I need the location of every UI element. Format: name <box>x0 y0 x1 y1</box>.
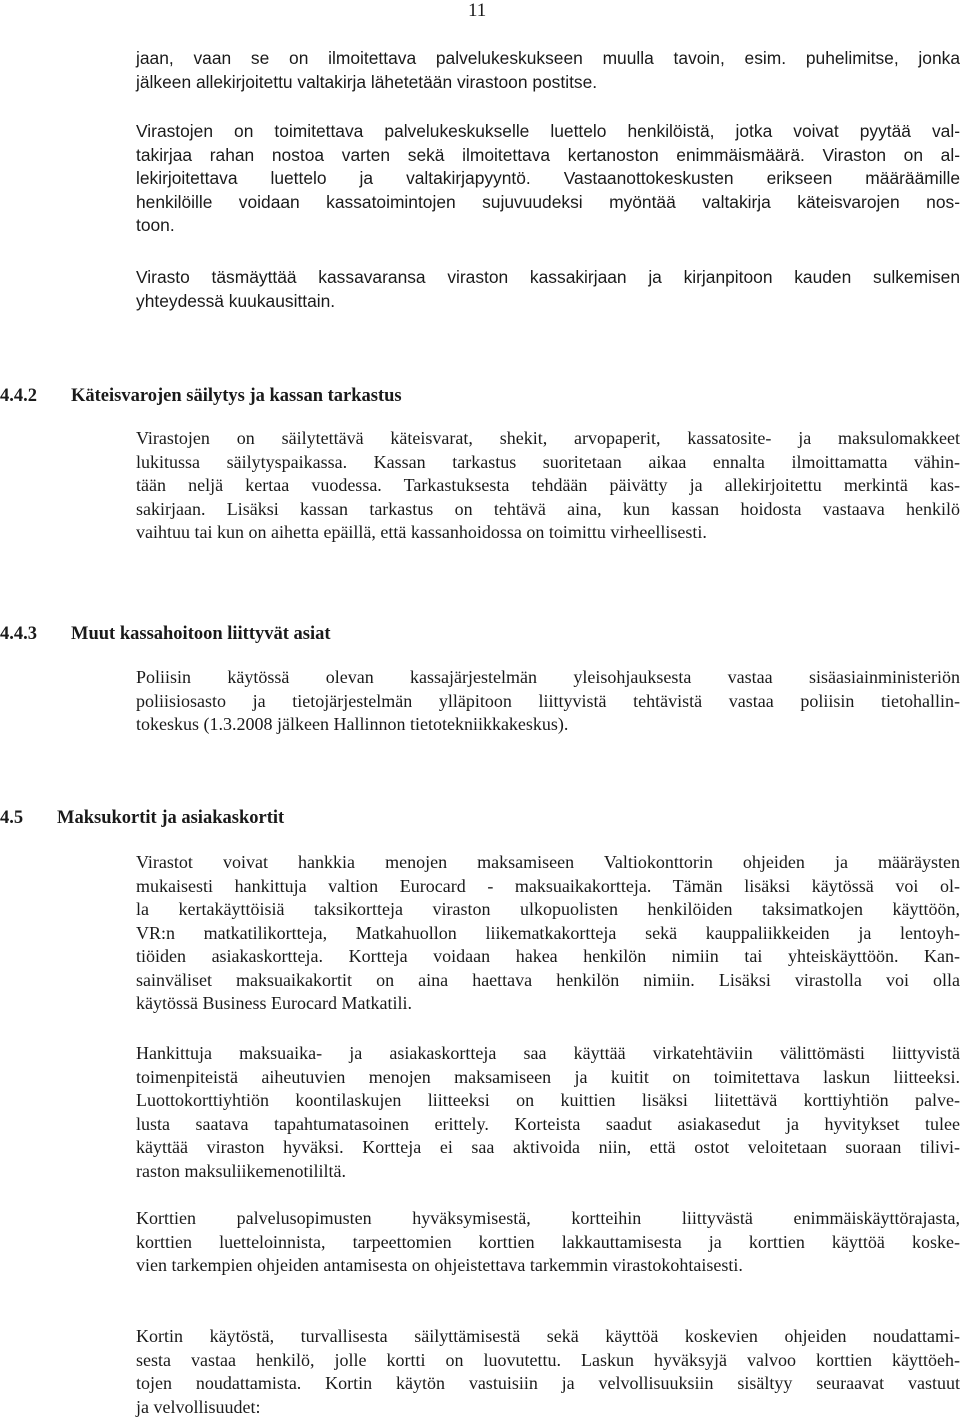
text-line: käyttää viraston hyväksi. Kortteja ei saa aktivoida niin, että ostot veloitetaan suoraan tilivi- <box>136 1137 960 1157</box>
text-line: lukitussa säilytyspaikassa. Kassan tarkastus suoritetaan aikaa ennalta ilmoittamatta vähin- <box>136 451 960 472</box>
text-line: jälkeen allekirjoitettu valtakirja lähetetään virastoon postitse. <box>136 71 598 92</box>
text-line: Korttien palvelusopimusten hyväksymisestä, kortteihin liittyvästä enimmäiskäyttörajasta, <box>136 1208 960 1228</box>
section-number: 4.4.3 <box>0 624 37 644</box>
text-line: raston maksuliikemenotililtä. <box>136 1160 346 1181</box>
section-number: 4.5 <box>0 808 24 828</box>
text-line: toon. <box>136 215 175 235</box>
text-line: jaan, vaan se on ilmoitettava palvelukeskukseen muulla tavoin, esim. puhelimitse, jonka <box>136 48 960 68</box>
text-line: tään neljä kertaa vuodessa. Tarkastuksesta tehdään päivätty ja allekirjoitettu merkintä kas- <box>136 475 960 495</box>
paragraph-4 <box>136 427 960 545</box>
text-line: Poliisin käytössä olevan kassajärjestelmän yleisohjauksesta vastaa sisäasiainministeriön <box>136 667 960 687</box>
text-line: Virastot voivat hankkia menojen maksamiseen Valtiokonttorin ohjeiden ja määräysten <box>136 852 960 872</box>
text-line: sesta vastaa henkilö, jolle kortti on luovutettu. Laskun hyväksyjä valvoo korttien käyttöeh- <box>136 1349 960 1370</box>
text-line: tiöiden asiakaskortteja. Kortteja voidaan hakea henkilön nimiin tai yhteiskäyttöön. Kan- <box>136 946 960 966</box>
text-line: lusta saatava tapahtumatasoinen erittely. Korteista saadut asiakasedut ja hyvitykset tulee <box>136 1113 960 1134</box>
text-line: poliisiosasto ja tietojärjestelmän ylläpitoon liittyvistä tehtävistä vastaa poliisin tietohallin- <box>136 690 960 711</box>
text-line: tokeskus (1.3.2008 jälkeen Hallinnon tietotekniikkakeskus). <box>136 714 569 734</box>
text-line: la kertakäyttöisiä taksikortteja viraston ulkopuolisten henkilöiden taksimatkojen käyttöön, <box>136 899 960 919</box>
text-line: sainväliset maksuaikakortit on aina haettava henkilön nimiin. Lisäksi virastolla voi olla <box>136 969 960 990</box>
text-line: sakirjaan. Lisäksi kassan tarkastus on tehtävä aina, kun kassan hoidosta vastaava henkilö <box>136 498 960 519</box>
text-line: Luottokorttiyhtiön koontilaskujen liitteeksi on kuittien lisäksi liitettävä korttiyhtiön palve- <box>136 1090 960 1110</box>
section-title: Muut kassahoitoon liittyvät asiat <box>71 624 331 644</box>
text-line: Hankittuja maksuaika- ja asiakaskortteja saa käyttää virkatehtäviin välittömästi liittyvistä <box>136 1043 960 1063</box>
section-title: Maksukortit ja asiakaskortit <box>57 808 285 828</box>
text-line: lekirjoitettava luettelo ja valtakirjapyyntö. Vastaanottokeskusten erikseen määräämille <box>136 168 960 188</box>
text-line: Kortin käytöstä, turvallisesta säilyttämisestä sekä käyttöä koskevien ohjeiden noudattami- <box>136 1326 960 1346</box>
page-number: 11 <box>468 0 487 21</box>
text-line: toimenpiteistä aiheutuvien menojen maksamiseen ja kuitit on toimitettava laskun liitteeksi. <box>136 1066 960 1087</box>
text-line: ja velvollisuudet: <box>136 1396 261 1417</box>
section-title: Käteisvarojen säilytys ja kassan tarkastus <box>71 386 402 406</box>
paragraph-3 <box>136 266 960 313</box>
text-line: Virasto täsmäyttää kassavaransa viraston kassakirjaan ja kirjanpitoon kauden sulkemisen <box>136 267 960 287</box>
text-line: Virastojen on toimitettava palvelukeskukselle luettelo henkilöistä, jotka voivat pyytää val- <box>136 121 960 141</box>
text-line: vaihtuu tai kun on aihetta epäillä, että kassanhoidossa on toimittu virheellisesti. <box>136 522 707 542</box>
text-line: henkilöille voidaan kassatoimintojen sujuvuudeksi myöntää valtakirja käteisvarojen nos- <box>136 191 960 212</box>
paragraph-8 <box>136 1207 960 1278</box>
paragraph-9 <box>136 1325 960 1419</box>
text-line: VR:n matkatilikortteja, Matkahuollon liikematkakortteja sekä kauppaliikkeiden ja lentoyh- <box>136 922 960 943</box>
paragraph-5 <box>136 666 960 737</box>
section-number: 4.4.2 <box>0 386 37 406</box>
paragraph-2 <box>136 120 960 238</box>
paragraph-1 <box>136 47 960 94</box>
text-line: vien tarkempien ohjeiden antamisesta on ohjeistettava tarkemmin virastokohtaisesti. <box>136 1255 743 1275</box>
text-line: mukaisesti hankittuja valtion Eurocard - maksuaikakortteja. Tämän lisäksi käytössä voi ol- <box>136 875 960 896</box>
paragraph-6 <box>136 851 960 1016</box>
paragraph-7 <box>136 1042 960 1183</box>
text-line: yhteydessä kuukausittain. <box>136 290 336 311</box>
text-line: tojen noudattamista. Kortin käytön vastuisiin ja velvollisuuksiin sisältyy seuraavat vastuut <box>136 1373 960 1393</box>
text-line: takirjaa rahan nostoa varten sekä ilmoitettava kertanoston enimmäismäärä. Viraston on al- <box>136 144 960 165</box>
text-line: Virastojen on säilytettävä käteisvarat, shekit, arvopaperit, kassatosite- ja maksulomakkeet <box>136 428 960 448</box>
text-line: käytössä Business Eurocard Matkatili. <box>136 993 412 1013</box>
text-line: korttien luetteloinnista, tarpeettomien korttien lakkauttamisesta ja korttien käyttöä koske- <box>136 1231 960 1252</box>
